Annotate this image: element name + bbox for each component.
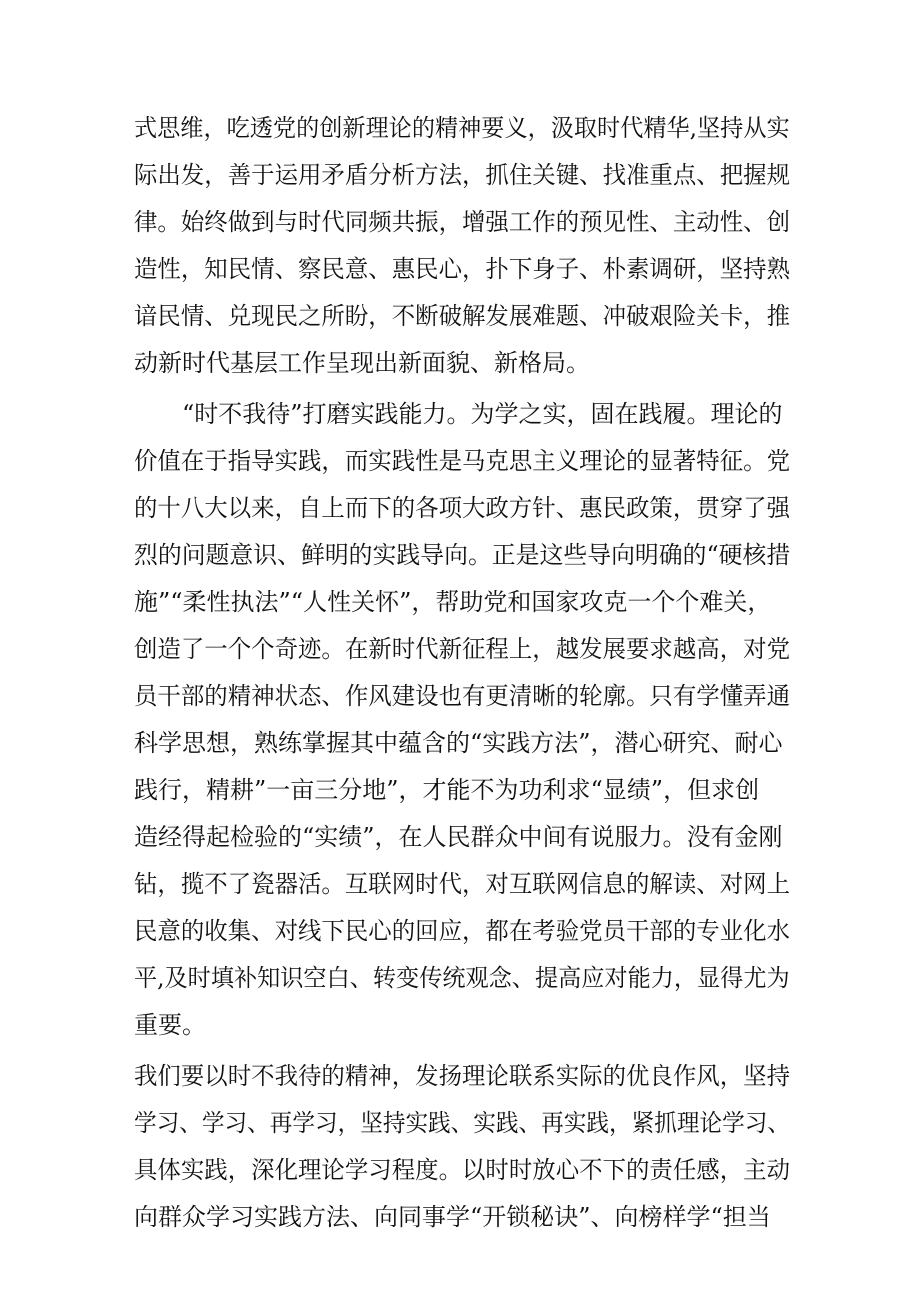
line-text: 创造了一个个奇迹。在新时代新征程上，越发展要求越高，对党: [134, 635, 791, 663]
text-line: [0, 294, 920, 338]
line-text: 学习、学习、再学习，坚持实践、实践、再实践，紧抓理论学习、: [134, 1109, 790, 1137]
line-text: 际出发，善于运用矛盾分析方法，抓住关键、找准重点、把握规: [134, 161, 791, 189]
line-text: 科学思想，熟练掌握其中蕴含的“实践方法”，潜心研究、耐心: [134, 729, 783, 757]
line-text: 律。始终做到与时代同频共振，增强工作的预见性、主动性、创: [134, 208, 791, 236]
text-line: [0, 106, 920, 150]
text-line: [0, 341, 920, 385]
text-line: [0, 439, 920, 483]
text-line: [0, 200, 920, 244]
line-text: 式思维，吃透党的创新理论的精神要义，汲取时代精华,坚持从实: [134, 114, 790, 142]
text-line: [0, 1003, 920, 1047]
line-text: 员干部的精神状态、作风建设也有更清晰的轮廓。只有学懂弄通: [134, 682, 791, 710]
line-text: 向群众学习实践方法、向同事学“开锁秘诀”、向榜样学“担当: [134, 1203, 771, 1231]
text-line: [0, 533, 920, 577]
text-line: [0, 627, 920, 671]
text-line: [0, 1148, 920, 1192]
line-text: 施”“柔性执法”“人性关怀”，帮助党和国家攻克一个个难关，: [134, 588, 772, 616]
text-line: [0, 956, 920, 1000]
line-text: 烈的问题意识、鲜明的实践导向。正是这些导向明确的“硬核措: [134, 541, 791, 569]
text-line: [0, 392, 920, 436]
text-line: [0, 1101, 920, 1145]
text-line: [0, 721, 920, 765]
text-line: [0, 1195, 920, 1239]
text-line: [0, 1054, 920, 1098]
line-text: 造经得起检验的“实绩”，在人民群众中间有说服力。没有金刚: [134, 823, 783, 851]
line-text: 价值在于指导实践，而实践性是马克思主义理论的显著特征。党: [134, 447, 791, 475]
line-text: 造性，知民情、察民意、惠民心，扑下身子、朴素调研，坚持熟: [134, 255, 791, 283]
line-text: “时不我待”打磨实践能力。为学之实，固在践履。理论的: [182, 400, 783, 428]
line-text: 钻，揽不了瓷器活。互联网时代，对互联网信息的解读、对网上: [134, 870, 791, 898]
text-line: [0, 674, 920, 718]
text-line: [0, 486, 920, 530]
text-line: [0, 768, 920, 812]
line-text: 我们要以时不我待的精神，发扬理论联系实际的优良作风，坚持: [134, 1062, 791, 1090]
line-text: 民意的收集、对线下民心的回应，都在考验党员干部的专业化水: [134, 917, 791, 945]
line-text: 谙民情、兑现民之所盼，不断破解发展难题、冲破艰险关卡，推: [134, 302, 791, 330]
text-line: [0, 153, 920, 197]
text-line: [0, 815, 920, 859]
line-text: 践行，精耕”一亩三分地”，才能不为功利求“显绩”，但求创: [134, 776, 760, 804]
text-line: [0, 909, 920, 953]
line-text: 重要。: [134, 1011, 206, 1039]
line-text: 具体实践，深化理论学习程度。以时时放心不下的责任感，主动: [134, 1156, 791, 1184]
text-line: [0, 580, 920, 624]
text-line: [0, 862, 920, 906]
line-text: 的十八大以来，自上而下的各项大政方针、惠民政策，贯穿了强: [134, 494, 791, 522]
line-text: 动新时代基层工作呈现出新面貌、新格局。: [134, 349, 590, 377]
line-text: 平,及时填补知识空白、转变传统观念、提高应对能力，显得尤为: [134, 964, 790, 992]
text-line: [0, 247, 920, 291]
